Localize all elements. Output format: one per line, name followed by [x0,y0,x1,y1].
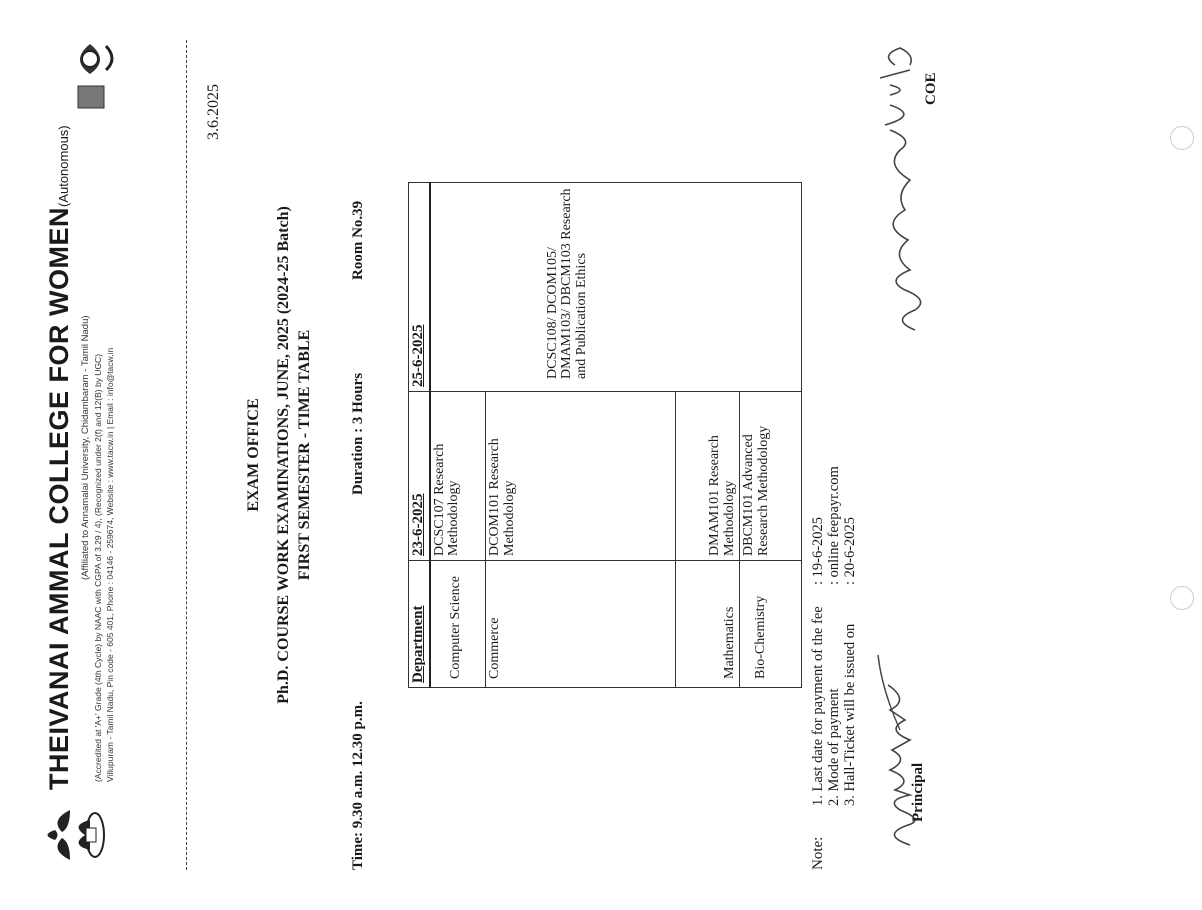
exam-room: Room No.39 [350,200,366,280]
table-header-row [409,183,430,688]
note-value: : online feepayr.com [826,466,842,585]
affiliation-line: (Affiliated to Annamalai University, Chidambaram - Tamil Nadu) [80,315,91,580]
department-cell: Mathematics [676,561,740,688]
paper-cell: DMAM101 Research Methodology [676,392,740,561]
department-cell: Commerce [486,561,676,688]
paper-cell: DCSC107 Research Methodology [430,392,486,561]
document-date: 3.6.2025 [205,84,222,140]
punch-hole [1170,586,1194,610]
punch-hole [1170,126,1194,150]
timetable [408,182,802,688]
principal-signature-icon [870,650,940,850]
exam-title: Ph.D. COURSE WORK EXAMINATIONS, JUNE, 2025 (2024-25 Batch) [275,206,292,704]
exam-subtitle: FIRST SEMESTER - TIME TABLE [296,329,313,581]
autonomous-label: (Autonomous) [56,125,71,208]
college-name-text: THEIVANAI AMMAL COLLEGE FOR WOMEN [44,207,74,790]
column-header-date-1: 23-6-2025 [409,392,430,561]
college-logo-icon [40,800,110,870]
note-label: Note: [810,836,826,870]
note-value: : 20-6-2025 [842,516,858,585]
college-name [44,125,75,790]
column-header-date-2: 25-6-2025 [409,183,430,392]
exam-time: Time: 9.30 a.m. 12.30 p.m. [350,701,366,870]
address-line: Villupuram - Tamil Nadu, Pin code - 605 401, Phone : 04146 - 259674, Website : www.tacw.in | Email : info@tacw.in [105,347,115,782]
department-cell: Computer Science [430,561,486,688]
principal-label: Principal [910,762,926,822]
common-paper-cell: DCSC108/ DCOM105/ DMAM103/ DBCM103 Research and Publication Ethics [430,183,802,392]
note-item: 3. Hall-Ticket will be issued on [842,623,858,806]
naac-logo-icon [60,40,120,110]
column-header-department: Department [409,561,430,688]
paper-cell: DCOM101 Research Methodology [486,392,676,561]
office-title: EXAM OFFICE [245,398,262,512]
paper-cell: DBCM101 Advanced Research Methodology [740,392,802,561]
note-item: 1. Last date for payment of the fee [810,606,826,806]
department-cell: Bio-Chemistry [740,561,802,688]
exam-duration: Duration : 3 Hours [350,372,366,495]
coe-label: COE [923,72,939,105]
header-divider [186,40,187,870]
note-value: : 19-6-2025 [810,516,826,585]
accreditation-line: (Accredited at 'A+' Grade (4th Cycle) by NAAC with CGPA of 3.29 / 4), (Recognized under 2(f) and 12(B) by UGC) [93,353,103,782]
note-item: 2. Mode of payment [826,688,842,806]
table-row [430,183,486,688]
